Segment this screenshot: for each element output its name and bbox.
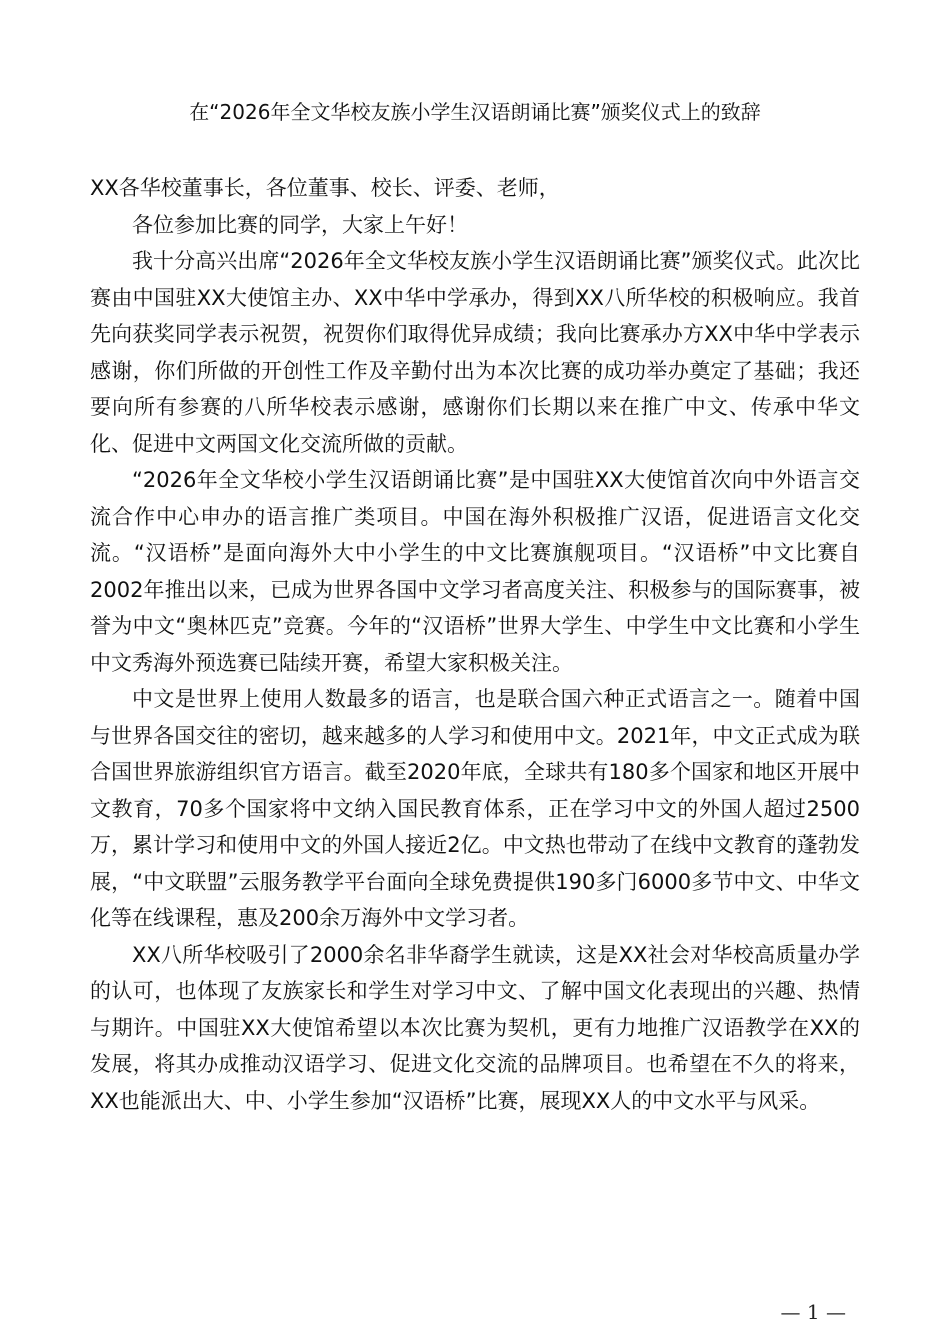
- document-body: [90, 170, 860, 1119]
- document-title: 在“2026年全文华校友族小学生汉语朗诵比赛”颁奖仪式上的致辞: [189, 100, 761, 124]
- paragraph-opening: 我十分高兴出席“2026年全文华校友族小学生汉语朗诵比赛”颁奖仪式。此次比赛由中国驻XX大使馆主办、XX中华中学承办，得到XX八所华校的积极响应。我首先向获奖同学表示祝贺，祝贺你们取得优异成绩；我向比赛承办方XX中华中学表示感谢，你们所做的开创性工作及辛勤付出为本次比赛的成功举办奠定了基础；我还要向所有参赛的八所华校表示感谢，感谢你们长期以来在推广中文、传承中华文化、促进中文两国文化交流所做的贡献。: [90, 249, 860, 456]
- paragraph-greeting: 各位参加比赛的同学，大家上午好！: [132, 212, 468, 237]
- paragraph-closing: XX八所华校吸引了2000余名非华裔学生就读，这是XX社会对华校高质量办学的认可，也体现了友族家长和学生对学习中文、了解中国文化表现出的兴趣、热情与期许。中国驻XX大使馆希望以本次比赛为契机，更有力地推广汉语教学在XX的发展，将其办成推动汉语学习、促进文化交流的品牌项目。也希望在不久的将来，XX也能派出大、中、小学生参加“汉语桥”比赛，展现XX人的中文水平与风采。: [90, 942, 860, 1113]
- paragraph-competition-background: “2026年全文华校小学生汉语朗诵比赛”是中国驻XX大使馆首次向中外语言交流合作中心申办的语言推广类项目。中国在海外积极推广汉语，促进语言文化交流。“汉语桥”是面向海外大中小学生的中文比赛旗舰项目。“汉语桥”中文比赛自2002年推出以来，已成为世界各国中文学习者高度关注、积极参与的国际赛事，被誉为中文“奥林匹克”竞赛。今年的“汉语桥”世界大学生、中学生中文比赛和小学生中文秀海外预选赛已陆续开赛，希望大家积极关注。: [90, 468, 860, 675]
- paragraph-chinese-language: 中文是世界上使用人数最多的语言，也是联合国六种正式语言之一。随着中国与世界各国交往的密切，越来越多的人学习和使用中文。2021年，中文正式成为联合国世界旅游组织官方语言。截至2020年底，全球共有180多个国家和地区开展中文教育，70多个国家将中文纳入国民教育体系，正在学习中文的外国人超过2500万，累计学习和使用中文的外国人接近2亿。中文热也带动了在线中文教育的蓬勃发展，“中文联盟”云服务教学平台面向全球免费提供190多门6000多节中文、中华文化等在线课程，惠及200余万海外中文学习者。: [90, 687, 860, 930]
- page-number: — 1 —: [780, 1300, 846, 1324]
- salutation: XX各华校董事长，各位董事、校长、评委、老师，: [90, 176, 560, 200]
